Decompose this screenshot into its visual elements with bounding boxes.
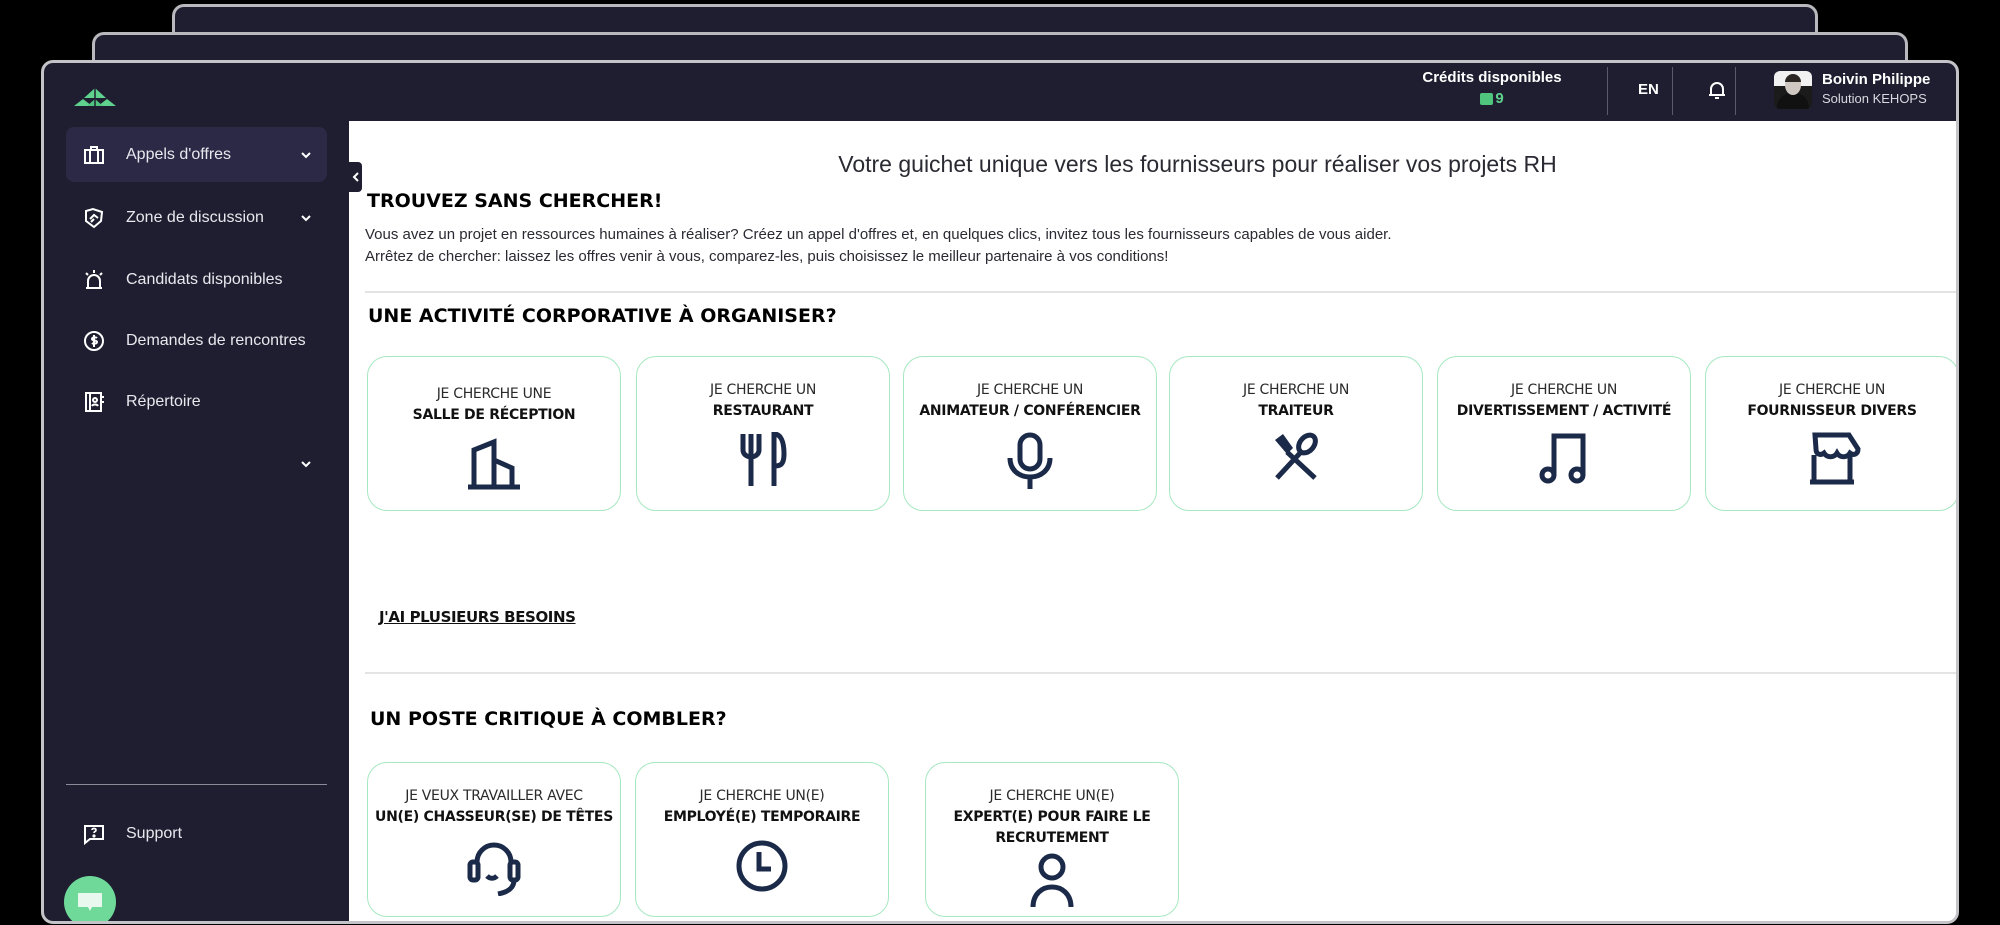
sidebar-item-candidats[interactable] <box>66 252 327 307</box>
header-separator <box>1672 67 1673 115</box>
user-name: Boivin Philippe <box>1822 71 1931 88</box>
intro-text: Vous avez un projet en ressources humaines à réaliser? Créez un appel d'offres et, en quelques clics, invitez tous les fournisseurs capables de vous aider. Arrêtez de chercher: laissez les offres venir à vous, comparez-les, puis choisissez le meilleur partenaire à vos conditions! <box>365 226 1392 265</box>
multiple-needs-link[interactable]: J'AI PLUSIEURS BESOINS <box>379 608 576 626</box>
building-icon <box>466 436 522 490</box>
credits-label: Crédits disponibles <box>1422 69 1562 86</box>
chevron-down-icon[interactable] <box>299 457 313 471</box>
language-toggle[interactable]: EN <box>1638 81 1659 98</box>
microphone-icon <box>1005 432 1055 490</box>
chevron-down-icon[interactable] <box>299 148 313 162</box>
sidebar-item-appels-offres[interactable] <box>66 127 327 182</box>
app-window <box>41 60 1959 924</box>
card-restaurant[interactable]: JE CHERCHE UN RESTAURANT <box>636 356 890 511</box>
credits-value: 9 <box>1407 90 1577 107</box>
chevron-left-icon <box>352 171 360 183</box>
main-content <box>349 121 1956 921</box>
collapse-sidebar-button[interactable] <box>349 162 362 192</box>
headset-icon <box>465 838 523 896</box>
card-chasseur-tetes[interactable]: JE VEUX TRAVAILLER AVEC UN(E) CHASSEUR(SE) DE TÊTES <box>367 762 621 917</box>
sidebar-divider <box>66 784 327 785</box>
chevron-down-icon[interactable] <box>299 211 313 225</box>
sidebar-item-rencontres[interactable] <box>66 313 327 368</box>
contacts-book-icon <box>82 390 106 414</box>
handshake-icon <box>82 206 106 230</box>
card-expert-recrutement[interactable]: JE CHERCHE UN(E) EXPERT(E) POUR FAIRE LE RECRUTEMENT <box>925 762 1179 917</box>
sidebar-item-label: Appels d'offres <box>126 145 232 163</box>
card-salle-reception[interactable]: JE CHERCHE UNE SALLE DE RÉCEPTION <box>367 356 621 511</box>
card-traiteur[interactable]: JE CHERCHE UN TRAITEUR <box>1169 356 1423 511</box>
help-chat-icon <box>82 822 106 846</box>
card-animateur[interactable]: JE CHERCHE UN ANIMATEUR / CONFÉRENCIER <box>903 356 1157 511</box>
sidebar-item-label: Candidats disponibles <box>126 270 283 288</box>
chat-button[interactable] <box>64 876 116 924</box>
sidebar-item-label: Zone de discussion <box>126 208 264 226</box>
sidebar-item-zone-discussion[interactable] <box>66 190 327 245</box>
intro-heading: TROUVEZ SANS CHERCHER! <box>367 190 663 212</box>
siren-icon <box>82 268 106 292</box>
header-separator <box>1735 67 1736 115</box>
dollar-circle-icon <box>82 329 106 353</box>
divider <box>365 672 1956 674</box>
sidebar <box>44 63 349 921</box>
user-icon <box>1029 853 1075 907</box>
bell-icon[interactable] <box>1706 79 1728 101</box>
sidebar-item-label: Demandes de rencontres <box>126 331 306 349</box>
avatar[interactable] <box>1774 71 1812 109</box>
sidebar-item-support[interactable] <box>66 806 327 861</box>
sidebar-item-more[interactable] <box>66 436 327 491</box>
credit-icon <box>1480 93 1493 105</box>
user-org: Solution KEHOPS <box>1822 91 1927 106</box>
clock-icon <box>734 838 790 894</box>
sidebar-item-label: Support <box>126 824 183 842</box>
page-title: Votre guichet unique vers les fournisseurs pour réaliser vos projets RH <box>838 151 1557 177</box>
sidebar-item-label: Répertoire <box>126 392 201 410</box>
briefcase-icon <box>82 143 106 167</box>
header-separator <box>1607 67 1608 115</box>
divider <box>365 291 1956 293</box>
knife-spoon-icon <box>1271 432 1321 482</box>
music-note-icon <box>1539 432 1589 484</box>
credits-widget <box>1407 69 1577 107</box>
card-fournisseur-divers[interactable]: JE CHERCHE UN FOURNISSEUR DIVERS <box>1705 356 1959 511</box>
chat-bubble-icon <box>76 890 104 914</box>
logo-icon[interactable] <box>72 87 118 107</box>
card-employe-temporaire[interactable]: JE CHERCHE UN(E) EMPLOYÉ(E) TEMPORAIRE <box>635 762 889 917</box>
section-heading-poste: UN POSTE CRITIQUE À COMBLER? <box>370 708 727 730</box>
card-divertissement[interactable]: JE CHERCHE UN DIVERTISSEMENT / ACTIVITÉ <box>1437 356 1691 511</box>
top-header <box>349 63 1956 121</box>
sidebar-item-repertoire[interactable] <box>66 374 327 429</box>
user-info[interactable] <box>1822 71 1930 106</box>
section-heading-activite: UNE ACTIVITÉ CORPORATIVE À ORGANISER? <box>368 305 837 327</box>
fork-knife-icon <box>738 432 788 488</box>
storefront-icon <box>1803 432 1861 486</box>
